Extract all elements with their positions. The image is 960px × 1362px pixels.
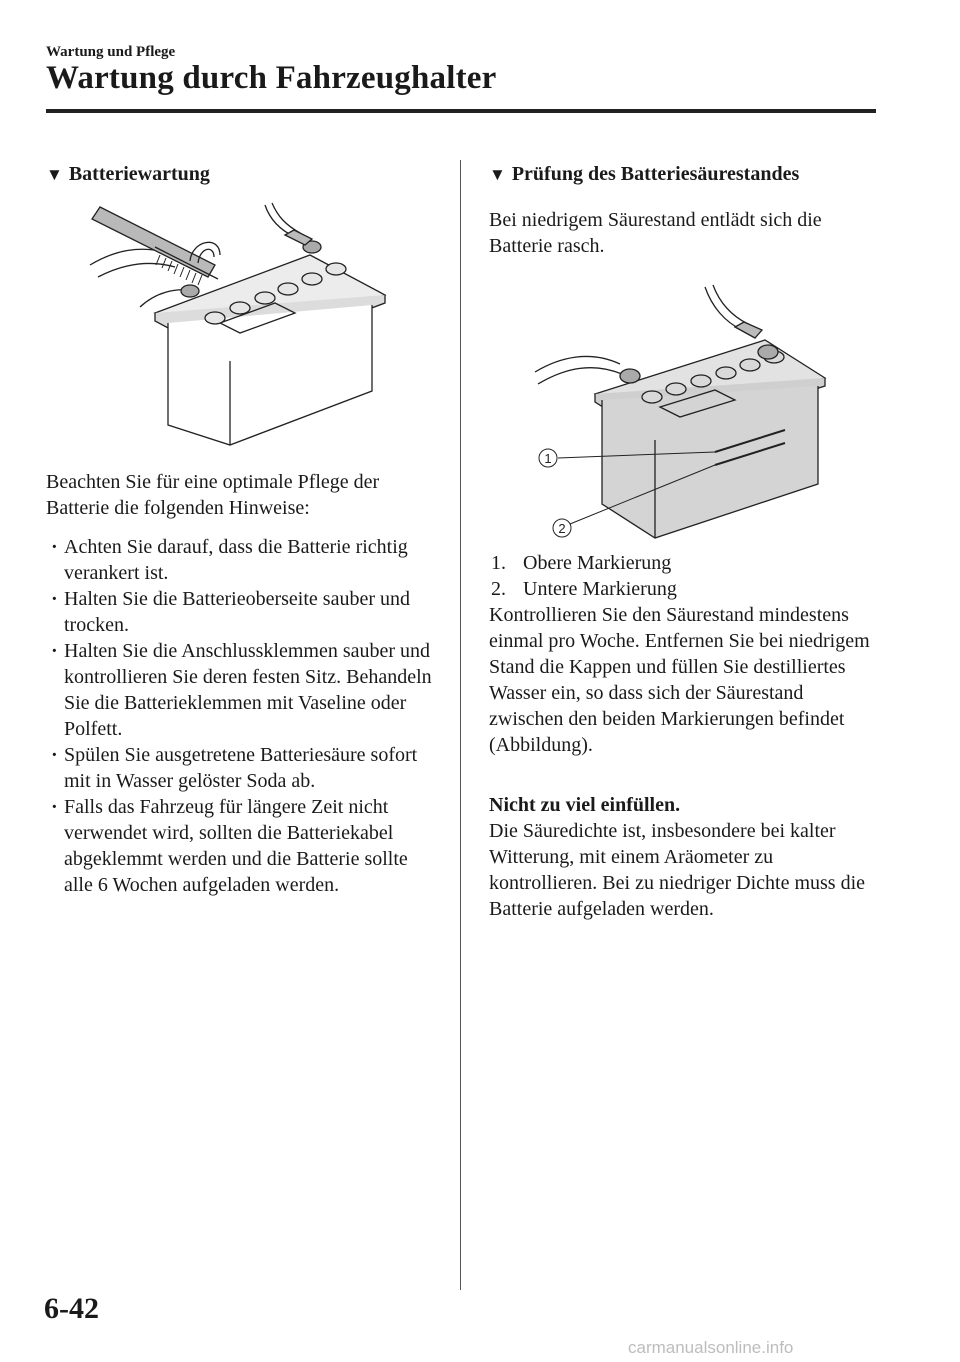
acid-check-text: Kontrollieren Sie den Säurestand mindestens einmal pro Woche. Entfernen Sie bei niedrigem Stand die Kappen und füllen Sie destilliertes Wasser ein, so dass sich der Säurestand zwischen den beiden Markierungen befindet (Abbildung). — [489, 604, 870, 756]
legend-num: 1. — [491, 552, 506, 574]
legend-label: Obere Markierung — [523, 552, 672, 574]
battery-maintenance-heading — [46, 163, 210, 186]
legend-item — [491, 550, 677, 576]
battery-intro-text: Beachten Sie für eine optimale Pflege der Batterie die folgenden Hinweise: — [46, 471, 380, 519]
acid-level-heading-text: Prüfung des Batteriesäurestandes — [511, 163, 800, 185]
bullet-item: · Halten Sie die Anschlussklemmen sauber und kontrollieren Sie deren festen Sitz. Behandeln Sie die Batterieklemmen mit Vaseline oder Polfett. — [46, 638, 441, 742]
maintenance-bullet-list — [46, 534, 441, 898]
callout-2-label: 2 — [558, 521, 566, 536]
bullet-item: · Achten Sie darauf, dass die Batterie richtig verankert ist. — [46, 534, 441, 586]
legend-num: 2. — [491, 578, 506, 600]
acid-level-illustration — [530, 282, 840, 542]
legend-item — [491, 576, 677, 602]
density-text: Die Säuredichte ist, insbesondere bei kalter Witterung, mit einem Aräometer zu kontrollieren. Bei zu niedriger Dichte muss die Batterie aufgeladen werden. — [489, 820, 866, 920]
triangle-marker-icon: ▼ — [46, 165, 63, 184]
column-divider — [460, 160, 461, 1290]
marking-legend — [491, 550, 677, 602]
acid-intro-text: Bei niedrigem Säurestand entlädt sich die Batterie rasch. — [489, 209, 822, 257]
battery-cleaning-illustration — [80, 195, 410, 450]
bullet-item: · Falls das Fahrzeug für längere Zeit nicht verwendet wird, sollten die Batteriekabel abgeklemmt werden und die Batterie sollte alle 6 Wochen aufgeladen werden. — [46, 794, 441, 898]
header-rule — [46, 109, 876, 113]
watermark-footer: carmanualsonline.info — [628, 1338, 794, 1357]
bullet-item: · Halten Sie die Batterieoberseite sauber und trocken. — [46, 586, 441, 638]
bullet-item: · Spülen Sie ausgetretene Batteriesäure sofort mit in Wasser gelöster Soda ab. — [46, 742, 441, 794]
overfill-warning: Nicht zu viel einfüllen. — [489, 794, 681, 816]
section-label: Wartung und Pflege — [46, 44, 176, 60]
legend-label: Untere Markierung — [523, 578, 677, 600]
callout-1-label: 1 — [544, 451, 552, 466]
page-number: 6-42 — [44, 1292, 99, 1325]
acid-level-heading — [489, 163, 799, 186]
page-title: Wartung durch Fahrzeughalter — [46, 60, 497, 96]
battery-maintenance-heading-text: Batteriewartung — [68, 163, 210, 185]
triangle-marker-icon: ▼ — [489, 165, 506, 184]
